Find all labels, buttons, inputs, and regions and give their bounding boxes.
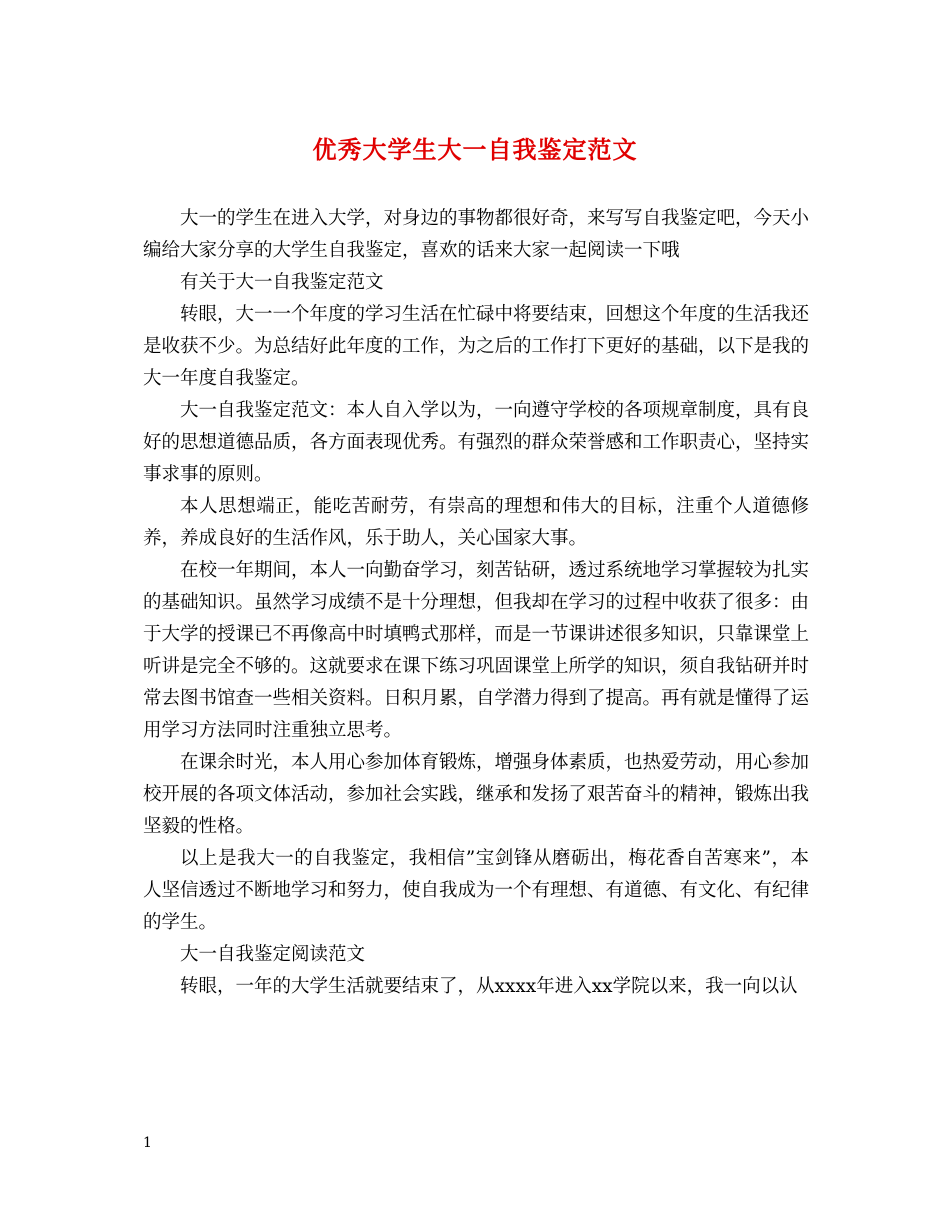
paragraph: 大一自我鉴定范文：本人自入学以为，一向遵守学校的各项规章制度，具有良好的思想道德品质，各方面表现优秀。有强烈的群众荣誉感和工作职责心，坚持实事求事的原则。	[143, 400, 810, 485]
page-number: 1	[143, 1135, 152, 1151]
paragraph: 在校一年期间，本人一向勤奋学习，刻苦钻研，透过系统地学习掌握较为扎实的基础知识。虽然学习成绩不是十分理想，但我却在学习的过程中收获了很多：由于大学的授课已不再像高中时填鸭式那样，而是一节课讲述很多知识，只靠课堂上听讲是完全不够的。这就要求在课下练习巩固课堂上所学的知识，须自我钻研并时常去图书馆查一些相关资料。日积月累，自学潜力得到了提高。再有就是懂得了运用学习方法同时注重独立思考。	[143, 560, 810, 741]
section-heading: 大一自我鉴定阅读范文	[180, 944, 366, 965]
paragraph-intro: 大一的学生在进入大学，对身边的事物都很好奇，来写写自我鉴定吧，今天小编给大家分享的大学生自我鉴定，喜欢的话来大家一起阅读一下哦	[143, 208, 810, 261]
paragraph: 转眼，一年的大学生活就要结束了，从xxxx年进入xx学院以来，我一向以认	[180, 976, 798, 997]
document-title: 优秀大学生大一自我鉴定范文	[312, 135, 638, 164]
document-body	[143, 203, 809, 1003]
paragraph: 本人思想端正，能吃苦耐劳，有崇高的理想和伟大的目标，注重个人道德修养，养成良好的生活作风，乐于助人，关心国家大事。	[143, 496, 809, 549]
section-heading: 有关于大一自我鉴定范文	[180, 272, 384, 293]
paragraph: 以上是我大一的自我鉴定，我相信”宝剑锋从磨砺出，梅花香自苦寒来”，本人坚信透过不断地学习和努力，使自我成为一个有理想、有道德、有文化、有纪律的学生。	[143, 848, 810, 933]
paragraph: 在课余时光，本人用心参加体育锻炼，增强身体素质，也热爱劳动，用心参加校开展的各项文体活动，参加社会实践，继承和发扬了艰苦奋斗的精神，锻炼出我坚毅的性格。	[143, 752, 810, 837]
paragraph: 转眼，大一一个年度的学习生活在忙碌中将要结束，回想这个年度的生活我还是收获不少。为总结好此年度的工作，为之后的工作打下更好的基础，以下是我的大一年度自我鉴定。	[143, 304, 810, 389]
